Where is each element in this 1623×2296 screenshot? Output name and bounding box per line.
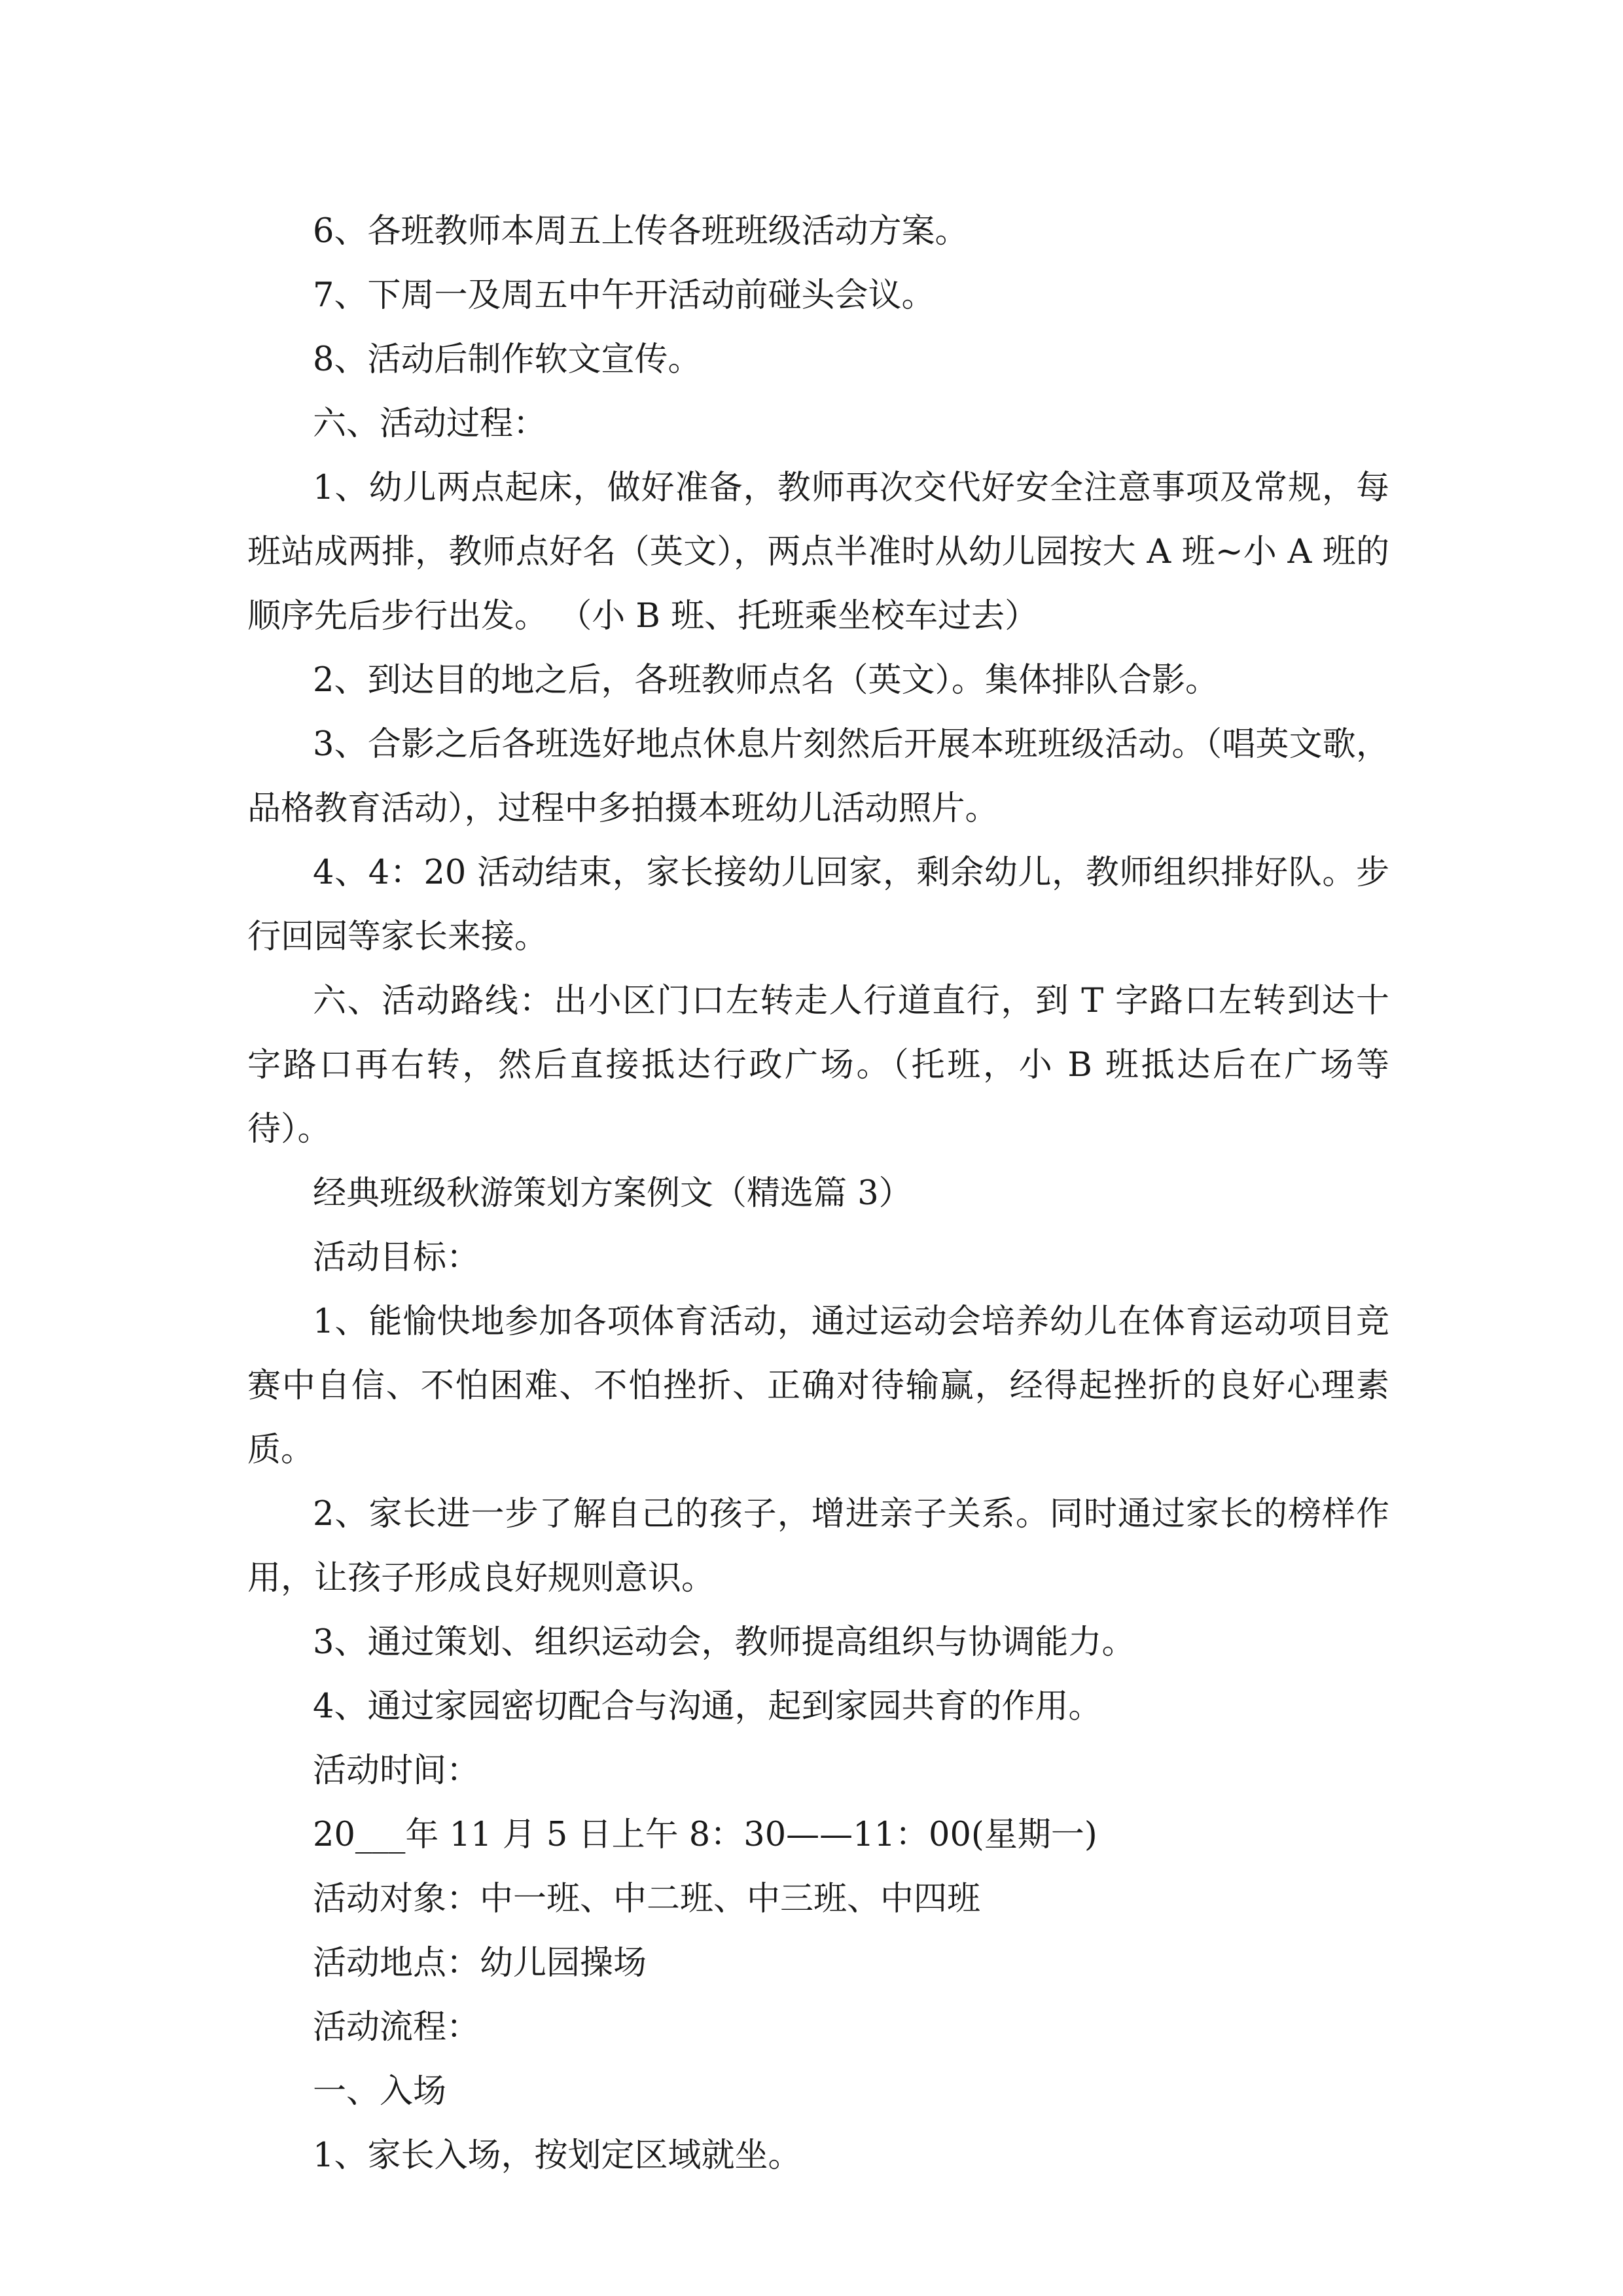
section-heading-process: 六、活动过程：: [313, 404, 547, 443]
document-body: [247, 200, 1389, 2188]
activity-location: 活动地点：幼儿园操场: [313, 1944, 647, 1982]
article-title: 经典班级秋游策划方案例文（精选篇 3）: [313, 1174, 912, 1213]
goal-item-4: 4、通过家园密切配合与沟通，起到家园共育的作用。: [313, 1687, 1102, 1726]
process-step-1: 1、幼儿两点起床，做好准备，教师再次交代好安全注意事项及常规，每班站成两排，教师点好名（英文），两点半准时从幼儿园按大 A 班~小 A 班的顺序先后步行出发。 （小 B 班、托班乘坐校车过去）: [247, 469, 1389, 636]
section-heading-goals: 活动目标：: [313, 1238, 480, 1277]
goal-item-3: 3、通过策划、组织运动会，教师提高组织与协调能力。: [313, 1623, 1135, 1662]
goal-item-2: 2、家长进一步了解自己的孩子，增进亲子关系。同时通过家长的榜样作用，让孩子形成良好规则意识。: [247, 1495, 1389, 1598]
goal-item-1: 1、能愉快地参加各项体育活动，通过运动会培养幼儿在体育运动项目竞赛中自信、不怕困难、不怕挫折、正确对待输赢，经得起挫折的良好心理素质。: [247, 1302, 1389, 1469]
activity-participants: 活动对象：中一班、中二班、中三班、中四班: [313, 1880, 981, 1918]
process-step-4: 4、4：20 活动结束，家长接幼儿回家，剩余幼儿，教师组织排好队。步行回园等家长来接。: [247, 853, 1389, 956]
section-heading-flow: 活动流程：: [313, 2008, 480, 2047]
paragraph-item-8: 8、活动后制作软文宣传。: [313, 340, 702, 379]
process-step-2: 2、到达目的地之后，各班教师点名（英文）。集体排队合影。: [313, 661, 1219, 700]
section-route: 六、活动路线：出小区门口左转走人行道直行，到 T 字路口左转到达十字路口再右转，然后直接抵达行政广场。（托班，小 B 班抵达后在广场等待）。: [247, 982, 1389, 1149]
section-heading-time: 活动时间：: [313, 1751, 480, 1790]
paragraph-item-7: 7、下周一及周五中午开活动前碰头会议。: [313, 276, 935, 315]
process-step-3: 3、合影之后各班选好地点休息片刻然后开展本班班级活动。（唱英文歌，品格教育活动），过程中多拍摄本班幼儿活动照片。: [247, 725, 1389, 828]
flow-heading-entrance: 一、入场: [313, 2072, 447, 2111]
activity-time-value: 20___年 11 月 5 日上午 8：30——11：00(星期一): [313, 1816, 1097, 1854]
flow-step-1: 1、家长入场，按划定区域就坐。: [313, 2136, 802, 2175]
paragraph-item-6: 6、各班教师本周五上传各班班级活动方案。: [313, 212, 969, 251]
